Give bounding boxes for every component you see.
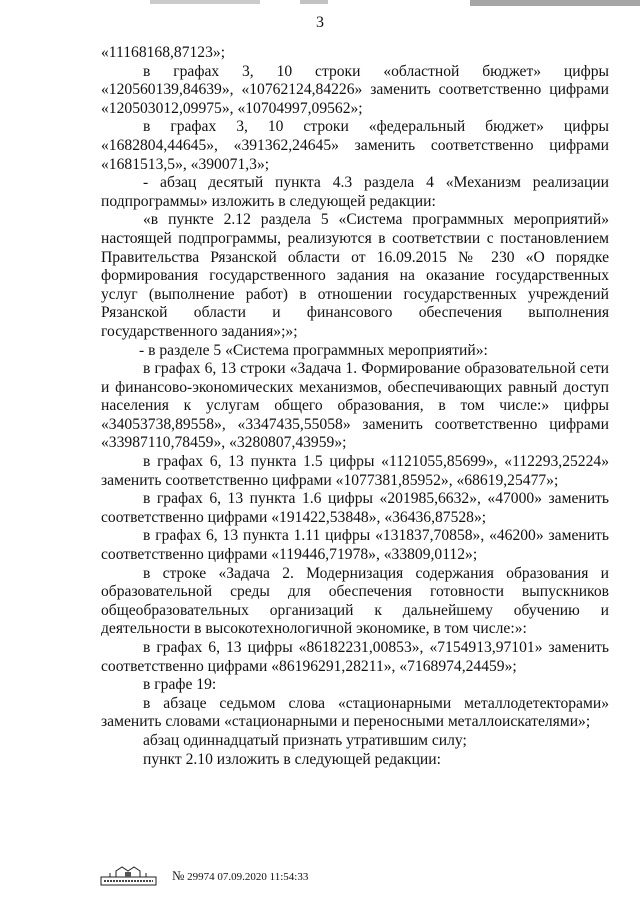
page-number: 3 <box>316 14 324 31</box>
paragraph: «в пункте 2.12 раздела 5 «Система программных мероприятий» настоящей подпрограммы, реализуются в соответствии с постановлением Правительства Рязанской области от 16.09.2015 № 230 «О порядке формирования государственного задания на оказание государственных услуг (выполнение работ) в отношении государственных учреждений Рязанской области и финансового обеспечения выполнения государственного задания»;»; <box>101 211 609 340</box>
paragraph: абзац одиннадцатый признать утратившим силу; <box>143 731 467 749</box>
scan-artifact-top <box>0 0 640 8</box>
paragraph: в графе 19: <box>143 676 217 694</box>
paragraph: пункт 2.10 изложить в следующей редакции: <box>143 750 441 768</box>
paragraph: в графах 3, 10 строки «областной бюджет» цифры «120560139,84639», «10762124,84226» заменить соответственно цифрами «120503012,09975», «10704997,09562»; <box>101 62 609 117</box>
paragraph: в графах 6, 13 пункта 1.5 цифры «1121055,85699», «112293,25224» заменить соответственно цифрами «1077381,85952», «68619,25477»; <box>101 453 609 489</box>
registry-stamp-logo <box>100 864 157 886</box>
paragraph: - в разделе 5 «Система программных мероприятий»: <box>139 341 488 359</box>
paragraph: в строке «Задача 2. Модернизация содержания образования и образовательной среды для обеспечения готовности выпускников общеобразовательных организаций к дальнейшему обучению и деятельности в высокотехнологичной экономике, в том числе:»: <box>101 564 609 638</box>
paragraph: в абзаце седьмом слова «стационарными металлодетекторами» заменить словами «стационарными и переносными металлоискателями»; <box>101 694 609 731</box>
paragraph: «11168168,87123»; <box>101 44 226 61</box>
paragraph: в графах 6, 13 цифры «86182231,00853», «7154913,97101» заменить соответственно цифрами «86196291,28211», «7168974,24459»; <box>101 639 609 675</box>
doc-datetime: 07.09.2020 11:54:33 <box>217 871 309 883</box>
document-footer <box>172 868 308 884</box>
paragraph: в графах 6, 13 пункта 1.11 цифры «131837,70858», «46200» заменить соответственно цифрами «119446,71978», «33809,0112»; <box>101 527 609 564</box>
doc-number: 29974 <box>187 871 215 883</box>
paragraph: - абзац десятый пункта 4.3 раздела 4 «Механизм реализации подпрограммы» изложить в следующей редакции: <box>101 174 609 210</box>
number-sign: № <box>172 868 185 883</box>
paragraph: в графах 3, 10 строки «федеральный бюджет» цифры «1682804,44645», «391362,24645» заменить соответственно цифрами «1681513,5», «390071,3»; <box>101 118 609 173</box>
document-body <box>101 44 609 769</box>
paragraph: в графах 6, 13 строки «Задача 1. Формирование образовательной сети и финансово-экономических механизмов, обеспечивающих равный доступ населения к услугам общего образования, в том числе:» цифры «34053738,89558», «3347435,55058» заменить соответственно цифрами «33987110,78459», «3280807,43959»; <box>101 360 609 452</box>
paragraph: в графах 6, 13 пункта 1.6 цифры «201985,6632», «47000» заменить соответственно цифрами «191422,53848», «36436,87528»; <box>101 490 609 526</box>
